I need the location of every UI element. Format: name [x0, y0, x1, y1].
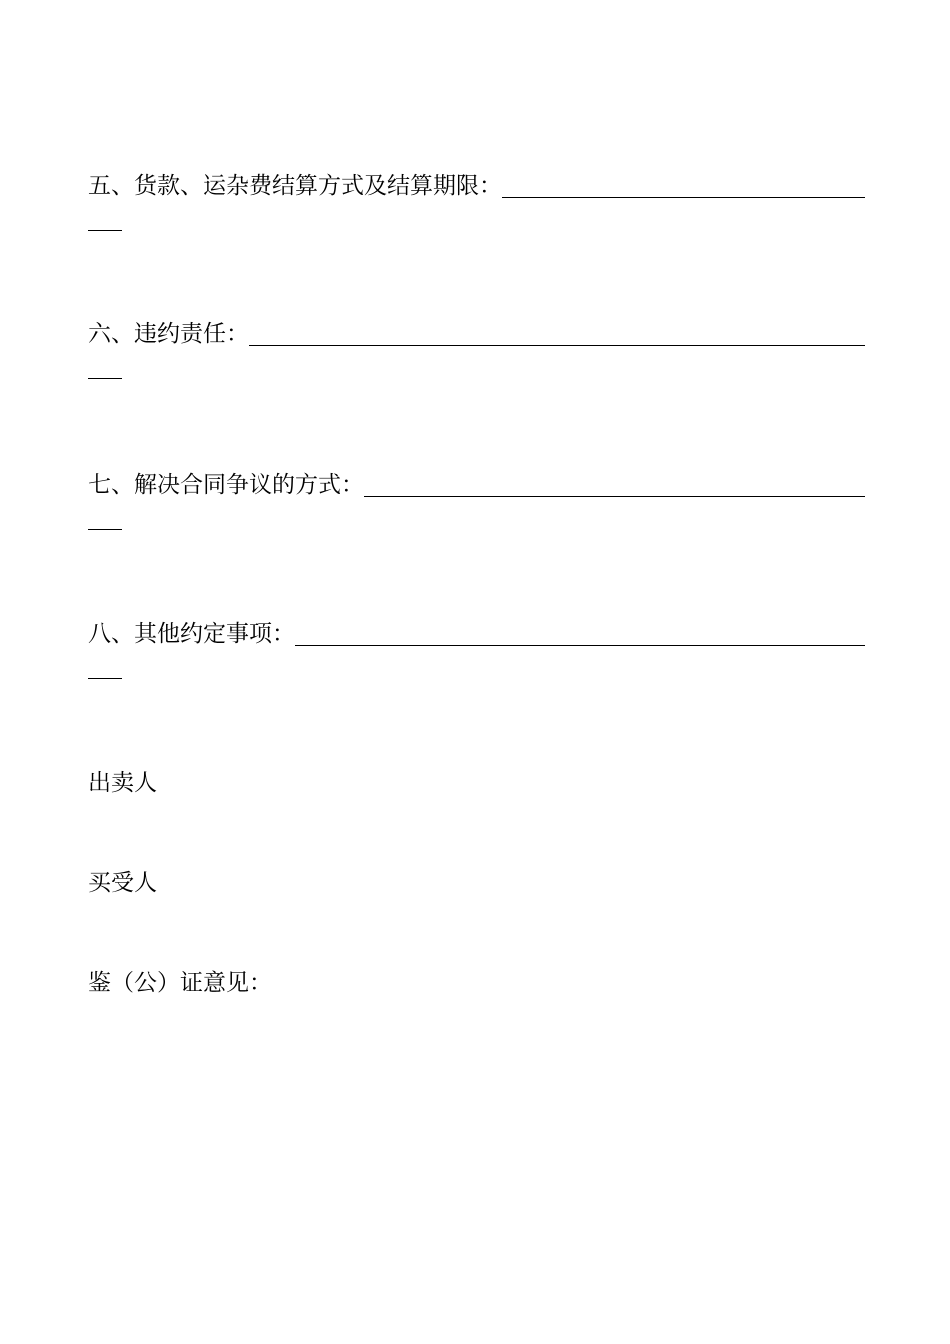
seller-label: 出卖人	[88, 770, 157, 796]
clause-breach-liability	[88, 319, 865, 419]
notary-opinion-label: 鉴（公）证意见：	[88, 970, 272, 996]
clause-label: 八、其他约定事项：	[88, 621, 295, 647]
clause-other-matters	[88, 619, 865, 719]
clause-line	[88, 319, 865, 349]
clause-line	[88, 619, 865, 649]
clause-label: 五、货款、运杂费结算方式及结算期限：	[88, 173, 502, 199]
clause-line	[88, 470, 865, 500]
clause-label: 七、解决合同争议的方式：	[88, 472, 364, 498]
blank-fill-line	[364, 496, 865, 497]
clause-payment-settlement	[88, 171, 865, 271]
blank-fill-continuation	[88, 678, 122, 679]
clause-dispute-resolution	[88, 470, 865, 570]
blank-fill-line	[295, 645, 865, 646]
blank-fill-continuation	[88, 230, 122, 231]
blank-fill-continuation	[88, 378, 122, 379]
buyer-label: 买受人	[88, 870, 157, 896]
blank-fill-continuation	[88, 529, 122, 530]
clause-label: 六、违约责任：	[88, 321, 249, 347]
blank-fill-line	[502, 197, 865, 198]
blank-fill-line	[249, 345, 865, 346]
clause-line	[88, 171, 865, 201]
